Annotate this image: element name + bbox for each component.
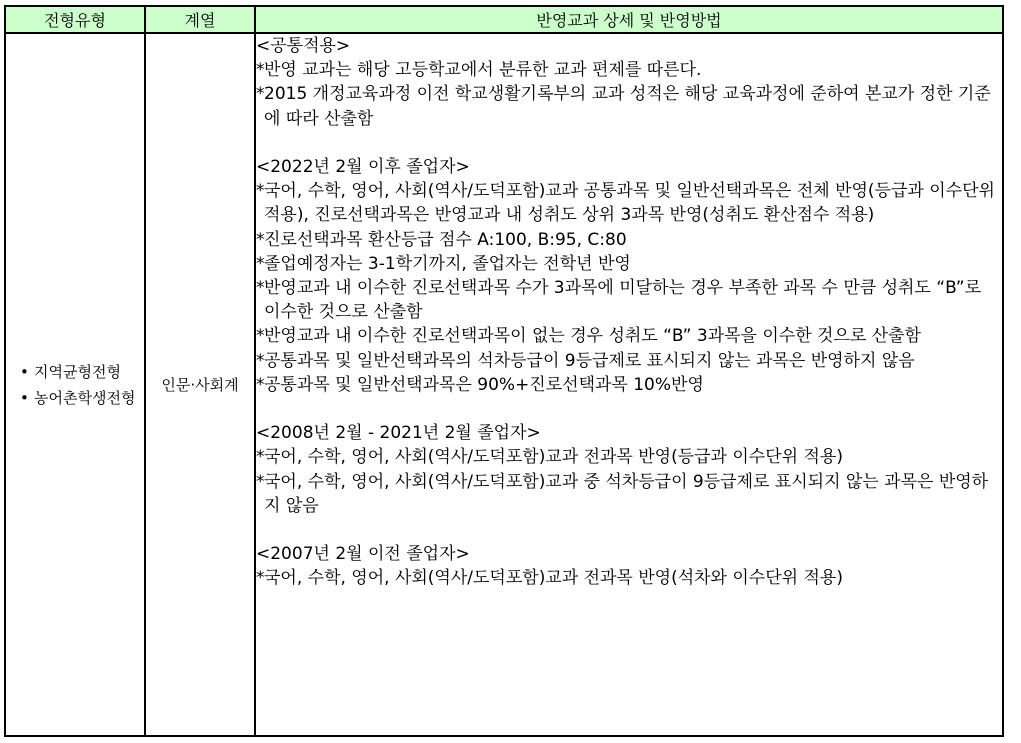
- asterisk-icon: *: [256, 326, 265, 347]
- list-item: * 2015 개정교육과정 이전 학교생활기록부의 교과 성적은 해당 교육과정에 준하여 본교가 정한 기준에 따라 산출함: [256, 84, 991, 129]
- list-item: * 공통과목 및 일반선택과목의 석차등급이 9등급제로 표시되지 않는 과목은 반영하지 않음: [256, 349, 1002, 373]
- detail-cell: [255, 33, 1003, 736]
- bullet-dot-icon: •: [20, 388, 29, 407]
- list-item: * 반영 교과는 해당 고등학교에서 분류한 교과 편제를 따른다.: [256, 58, 1002, 82]
- list-item: * 졸업예정자는 3-1학기까지, 졸업자는 전학년 반영: [256, 252, 1002, 276]
- list-item: * 진로선택과목 환산등급 점수 A:100, B:95, C:80: [256, 228, 1002, 252]
- asterisk-icon: *: [256, 60, 265, 81]
- asterisk-icon: *: [256, 374, 265, 395]
- section-2022: [256, 155, 1002, 397]
- bullet-dot-icon: •: [20, 362, 29, 381]
- section-heading: <2022년 2월 이후 졸업자>: [256, 157, 470, 177]
- section-2007: [256, 542, 1002, 590]
- list-item: * 국어, 수학, 영어, 사회(역사/도덕포함)교과 전과목 반영(석차와 이수단위 적용): [256, 566, 1002, 590]
- list-item: * 공통과목 및 일반선택과목은 90%+진로선택과목 10%반영: [256, 373, 1002, 397]
- admission-type-item: [20, 385, 144, 411]
- asterisk-icon: *: [256, 447, 265, 468]
- asterisk-icon: *: [256, 278, 265, 299]
- asterisk-icon: *: [256, 568, 265, 589]
- asterisk-icon: *: [256, 229, 265, 250]
- section-spacer: [256, 518, 1002, 542]
- admission-criteria-table: [4, 5, 1004, 737]
- admission-type-label: 지역균형전형: [34, 362, 121, 381]
- admission-type-cell: [5, 33, 145, 736]
- header-type: 전형유형: [5, 6, 145, 33]
- asterisk-icon: *: [256, 350, 265, 371]
- section-heading: <2007년 2월 이전 졸업자>: [256, 544, 470, 565]
- asterisk-icon: *: [256, 253, 265, 274]
- section-heading: <2008년 2월 - 2021년 2월 졸업자>: [256, 423, 541, 444]
- admission-type-list: [6, 359, 144, 411]
- header-track: 계열: [145, 6, 255, 33]
- asterisk-icon: *: [256, 471, 265, 492]
- section-common: [256, 34, 1002, 131]
- admission-type-item: [20, 359, 144, 385]
- section-spacer: [256, 131, 1002, 155]
- table-row: [5, 33, 1003, 736]
- header-row: [5, 6, 1003, 33]
- track-cell: 인문·사회계: [145, 33, 255, 736]
- section-heading: <공통적용>: [256, 36, 351, 56]
- list-item: * 국어, 수학, 영어, 사회(역사/도덕포함)교과 전과목 반영(등급과 이수단위 적용): [256, 445, 1002, 469]
- asterisk-icon: *: [256, 181, 265, 202]
- admission-type-label: 농어촌학생전형: [34, 388, 136, 407]
- list-item: * 반영교과 내 이수한 진로선택과목이 없는 경우 성취도 “B” 3과목을 이수한 것으로 산출함: [256, 324, 1002, 348]
- section-spacer: [256, 397, 1002, 421]
- section-2008-2021: [256, 421, 1002, 518]
- header-detail: 반영교과 상세 및 반영방법: [255, 6, 1003, 33]
- list-item: * 국어, 수학, 영어, 사회(역사/도덕포함)교과 중 석차등급이 9등급제로 표시되지 않는 과목은 반영하지 않음: [256, 471, 989, 516]
- asterisk-icon: *: [256, 84, 265, 105]
- list-item: * 반영교과 내 이수한 진로선택과목 수가 3과목에 미달하는 경우 부족한 과목 수 만큼 성취도 “B”로 이수한 것으로 산출함: [256, 278, 982, 323]
- list-item: * 국어, 수학, 영어, 사회(역사/도덕포함)교과 공통과목 및 일반선택과목은 전체 반영(등급과 이수단위 적용), 진로선택과목은 반영교과 내 성취도 상위 3과목 반영(성취도 환산점수 적용): [256, 181, 995, 226]
